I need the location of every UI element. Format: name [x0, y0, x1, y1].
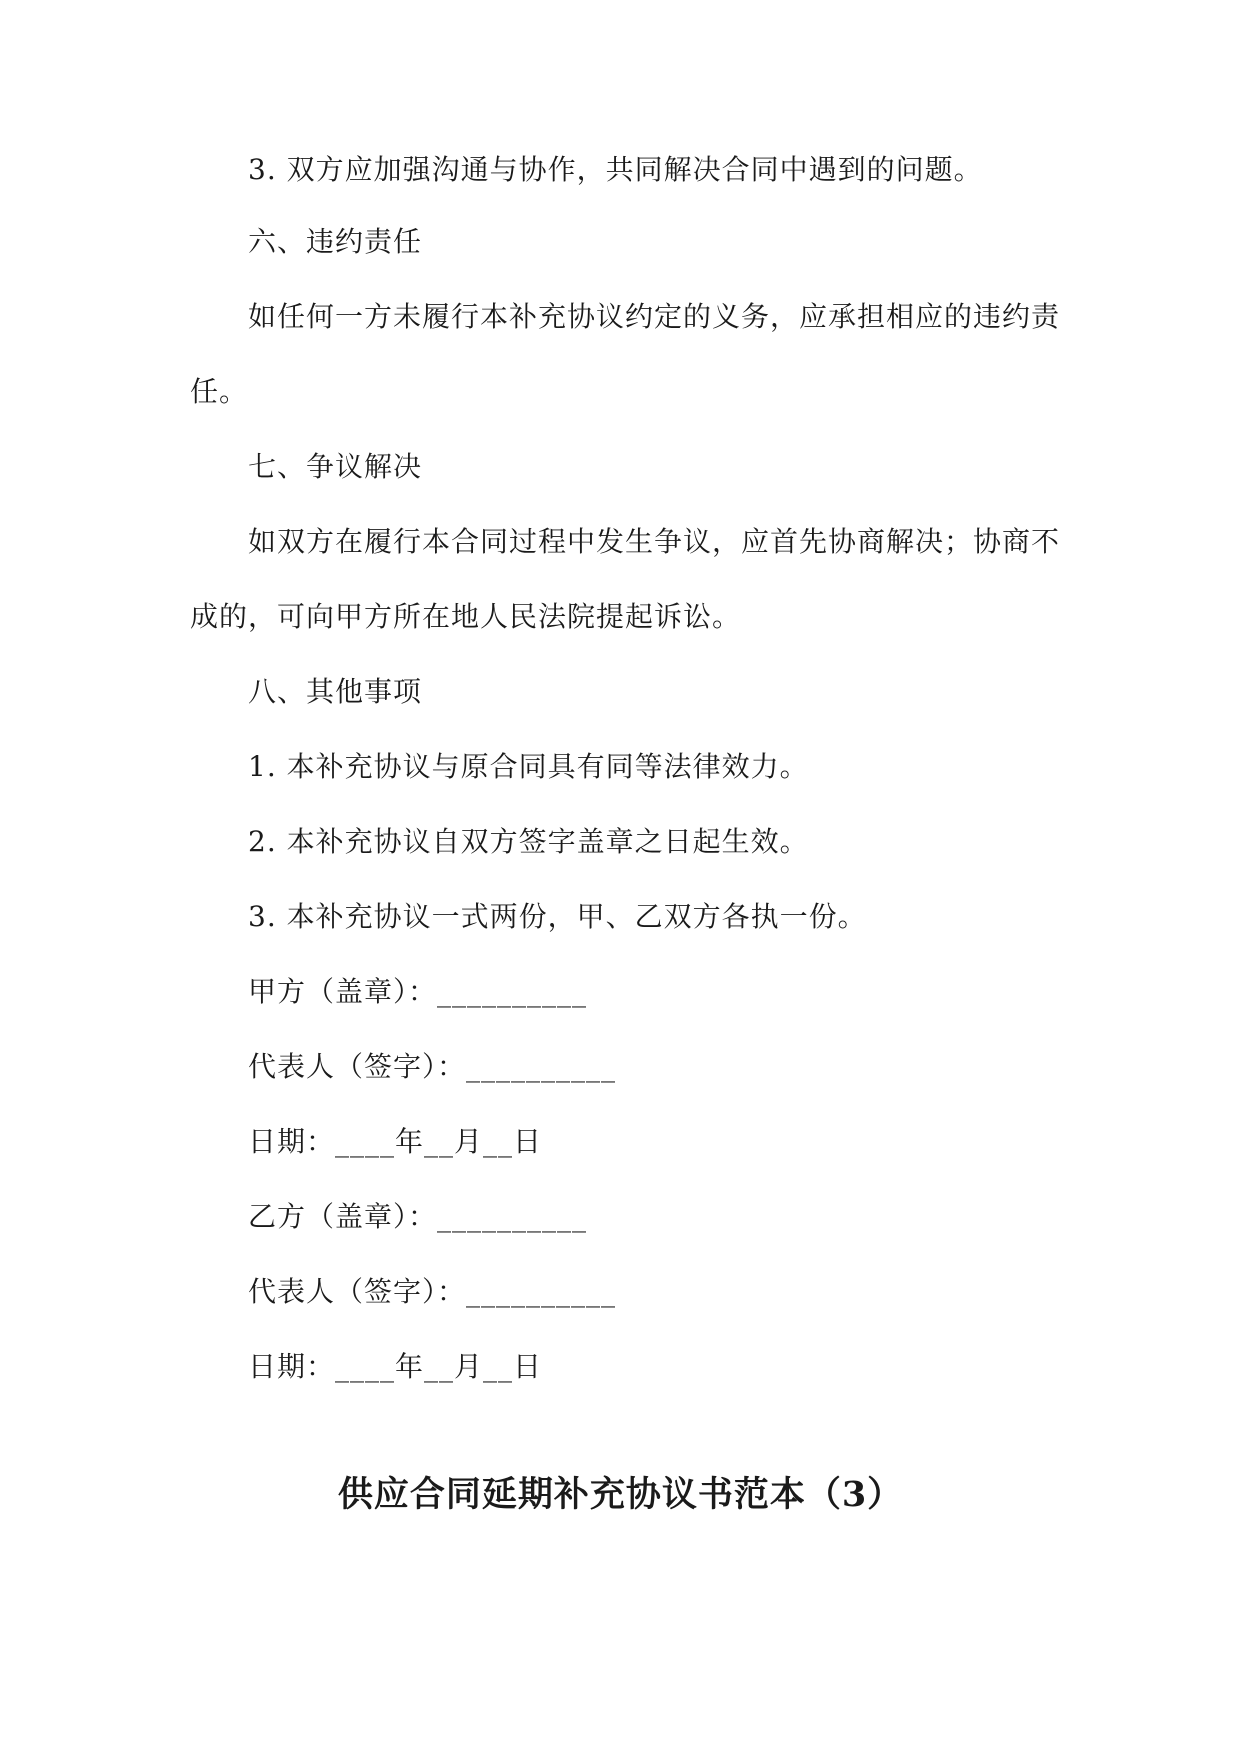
clause8-item2: 2. 本补充协议自双方签字盖章之日起生效。: [248, 825, 809, 858]
party-b-representative-line: 代表人（签字）：__________: [248, 1275, 617, 1308]
clause6-text-line2: 任。: [190, 375, 249, 408]
clause8-item3: 3. 本补充协议一式两份，甲、乙双方各执一份。: [248, 900, 867, 933]
clause6-text-line1: 如任何一方未履行本补充协议约定的义务，应承担相应的违约责: [248, 300, 1061, 333]
next-section-title: 供应合同延期补充协议书范本（3）: [337, 1474, 904, 1515]
clause7-text-line1: 如双方在履行本合同过程中发生争议，应首先协商解决；协商不: [248, 525, 1061, 558]
clause6-title: 六、违约责任: [248, 225, 423, 258]
clause8-title: 八、其他事项: [248, 675, 423, 708]
clause7-title: 七、争议解决: [248, 450, 423, 483]
clause7-text-line2: 成的，可向甲方所在地人民法院提起诉讼。: [190, 600, 742, 633]
party-a-representative-line: 代表人（签字）：__________: [248, 1050, 617, 1083]
party-b-date-line: 日期：____年__月__日: [248, 1350, 543, 1383]
party-b-seal-line: 乙方（盖章）：__________: [248, 1200, 588, 1233]
clause5-item3: 3. 双方应加强沟通与协作，共同解决合同中遇到的问题。: [248, 153, 983, 186]
party-a-date-line: 日期：____年__月__日: [248, 1125, 543, 1158]
clause8-item1: 1. 本补充协议与原合同具有同等法律效力。: [248, 750, 809, 783]
party-a-seal-line: 甲方（盖章）：__________: [248, 975, 588, 1008]
